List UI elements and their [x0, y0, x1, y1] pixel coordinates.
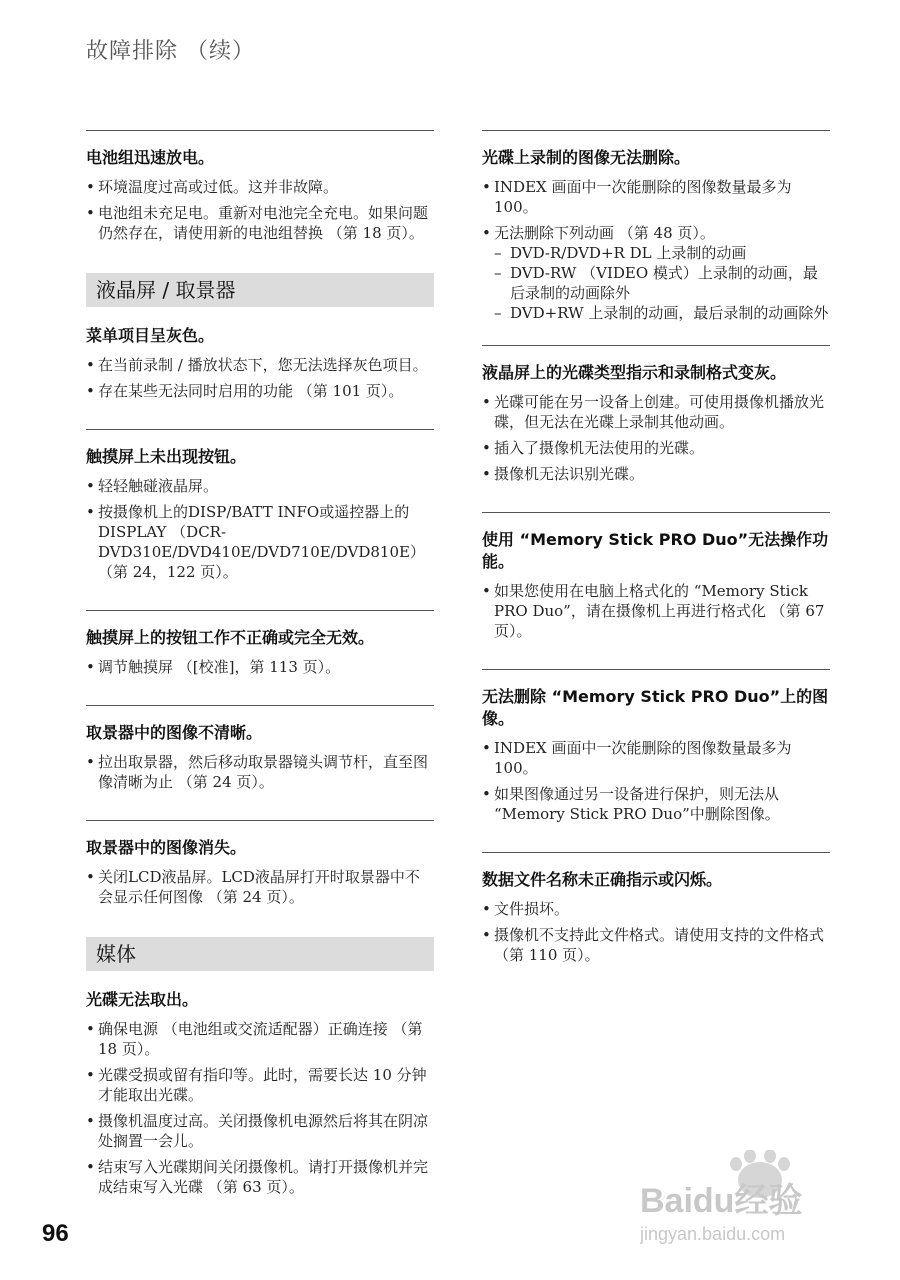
section-heading: 光碟上录制的图像无法删除。 — [482, 148, 691, 167]
troubleshoot-section — [86, 429, 434, 610]
bullet-item: • 光碟受损或留有指印等。此时，需要长达 10 分钟才能取出光碟。 — [86, 1066, 427, 1104]
section-heading: 电池组迅速放电。 — [86, 148, 215, 167]
bullet-item: • 在当前录制 / 播放状态下，您无法选择灰色项目。 — [86, 356, 428, 374]
dash-subitem: – DVD-RW （VIDEO 模式）上录制的动画，最后录制的动画除外 — [494, 264, 818, 302]
section-heading: 菜单项目呈灰色。 — [86, 326, 215, 345]
section-heading: 取景器中的图像消失。 — [86, 838, 247, 857]
bullet-item: • 按摄像机上的DISP/BATT INFO或遥控器上的 DISPLAY （DCR-DVD310E/DVD410E/DVD710E/DVD810E）（第 24，122 页）。 — [86, 503, 425, 581]
bullet-item: • 摄像机温度过高。关闭摄像机电源然后将其在阴凉处搁置一会儿。 — [86, 1112, 429, 1150]
section-heading: 液晶屏上的光碟类型指示和录制格式变灰。 — [482, 363, 787, 382]
troubleshoot-section — [482, 669, 830, 852]
right-column — [482, 130, 830, 993]
bullet-item: • 环境温度过高或过低。这并非故障。 — [86, 178, 339, 196]
section-heading: 数据文件名称未正确指示或闪烁。 — [482, 870, 723, 889]
bullet-item: • INDEX 画面中一次能删除的图像数量最多为 100。 — [482, 739, 792, 777]
bullet-item: • 调节触摸屏 （[校准]，第 113 页）。 — [86, 658, 341, 676]
bullet-item: • 如果您使用在电脑上格式化的 “Memory Stick PRO Duo”，请在摄像机上再进行格式化 （第 67 页）。 — [482, 582, 825, 640]
troubleshoot-section — [482, 345, 830, 512]
troubleshoot-section — [482, 512, 830, 669]
troubleshoot-section — [86, 983, 434, 1225]
bullet-item: • 摄像机不支持此文件格式。请使用支持的文件格式 （第 110 页）。 — [482, 926, 825, 964]
troubleshoot-section — [482, 852, 830, 993]
watermark-brand: Baidu经验 — [640, 1182, 803, 1220]
watermark-url: jingyan.baidu.com — [640, 1224, 786, 1244]
bullet-item: • 结束写入光碟期间关闭摄像机。请打开摄像机并完成结束写入光碟 （第 63 页）。 — [86, 1158, 429, 1196]
bullet-item: • 光碟可能在另一设备上创建。可使用摄像机播放光碟，但无法在光碟上录制其他动画。 — [482, 393, 825, 431]
bullet-item: • 拉出取景器，然后移动取景器镜头调节杆，直至图像清晰为止 （第 24 页）。 — [86, 753, 429, 791]
bullet-item: • 文件损坏。 — [482, 900, 570, 918]
bullet-item: • 存在某些无法同时启用的功能 （第 101 页）。 — [86, 382, 404, 400]
baidu-jingyan-watermark — [640, 1150, 860, 1250]
bullet-item: • 确保电源 （电池组或交流适配器）正确连接 （第 18 页）。 — [86, 1020, 423, 1058]
troubleshoot-section — [86, 820, 434, 935]
bullet-item: • 插入了摄像机无法使用的光碟。 — [482, 439, 705, 457]
dash-subitem: – DVD+RW 上录制的动画，最后录制的动画除外 — [494, 304, 829, 322]
section-heading: 无法删除 “Memory Stick PRO Duo”上的图像。 — [482, 687, 829, 728]
bullet-item: • 摄像机无法识别光碟。 — [482, 465, 645, 483]
bullet-item: • 轻轻触碰液晶屏。 — [86, 477, 219, 495]
dash-subitem: – DVD-R/DVD+R DL 上录制的动画 — [494, 244, 747, 262]
bullet-item: • 关闭LCD液晶屏。LCD液晶屏打开时取景器中不会显示任何图像 （第 24 页）。 — [86, 868, 420, 906]
page-number: 96 — [42, 1220, 69, 1247]
left-column — [86, 130, 434, 1225]
bullet-item: • 无法删除下列动画 （第 48 页）。 — [482, 224, 715, 242]
bullet-item: • 电池组未充足电。重新对电池完全充电。如果问题仍然存在，请使用新的电池组替换 （第 18 页）。 — [86, 204, 429, 242]
troubleshoot-section — [86, 705, 434, 820]
category-heading-media: 媒体 — [86, 937, 434, 971]
bullet-item: • 如果图像通过另一设备进行保护，则无法从 “Memory Stick PRO Duo”中删除图像。 — [482, 785, 780, 823]
troubleshoot-section — [86, 319, 434, 429]
section-heading: 使用 “Memory Stick PRO Duo”无法操作功能。 — [482, 530, 829, 571]
page-header-title: 故障排除 （续） — [86, 39, 255, 64]
bullet-item: • INDEX 画面中一次能删除的图像数量最多为 100。 — [482, 178, 792, 216]
section-heading: 光碟无法取出。 — [86, 990, 199, 1009]
section-heading: 触摸屏上未出现按钮。 — [86, 447, 247, 466]
category-heading-lcd-viewfinder: 液晶屏 / 取景器 — [86, 273, 434, 307]
section-heading: 取景器中的图像不清晰。 — [86, 723, 263, 742]
section-heading: 触摸屏上的按钮工作不正确或完全无效。 — [86, 628, 375, 647]
troubleshoot-section — [482, 130, 830, 345]
troubleshoot-section — [86, 130, 434, 271]
troubleshoot-section — [86, 610, 434, 705]
